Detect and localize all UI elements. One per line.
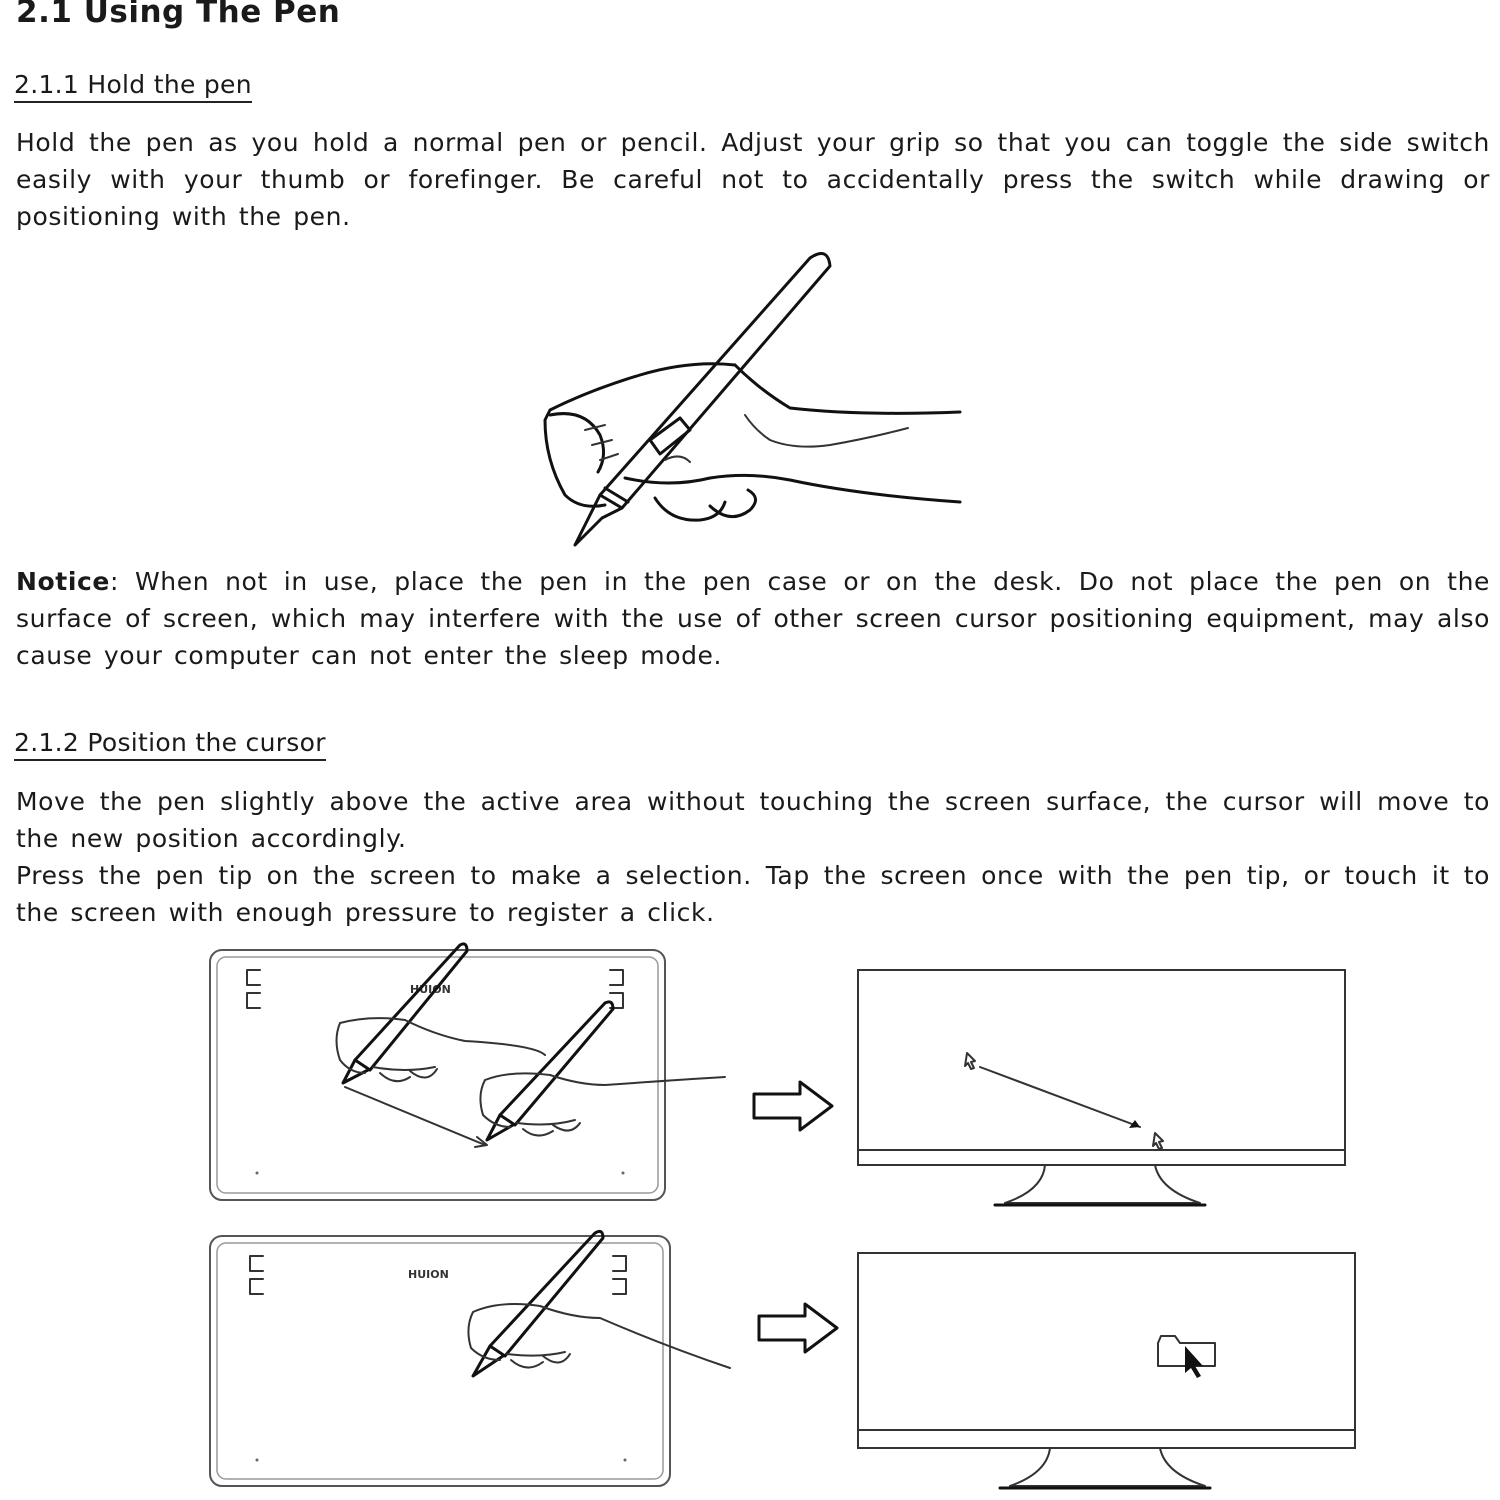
tablet-logo-bottom: HUION (408, 1268, 449, 1281)
section-title-position-cursor: 2.1.2 Position the cursor (14, 728, 326, 761)
tablet-logo-top: HUION (410, 983, 451, 996)
hold-pen-paragraph: Hold the pen as you hold a normal pen or pencil. Adjust your grip so that you can toggle the side switch easily with your thumb or forefinger. Be careful not to accidentally press the switch while drawing or positioning with the pen. (16, 128, 1490, 231)
pen-tablet-icon-bottom (205, 1228, 735, 1490)
section-title-hold-pen: 2.1.1 Hold the pen (14, 70, 252, 103)
arrow-right-icon (750, 1078, 840, 1134)
notice-label: Notice (16, 567, 110, 596)
arrow-right-icon-bottom (755, 1300, 845, 1356)
position-paragraph-1: Move the pen slightly above the active area without touching the screen surface, the cursor will move to the new position accordingly. (16, 787, 1490, 853)
notice-paragraph (16, 563, 1490, 674)
hand-holding-pen-icon (530, 240, 970, 550)
monitor-icon (855, 965, 1350, 1210)
pen-tablet-icon (205, 945, 735, 1205)
page-heading: 2.1 Using The Pen (16, 0, 341, 30)
notice-separator: : (110, 567, 135, 596)
monitor-icon-bottom (855, 1248, 1360, 1496)
position-paragraph-2: Press the pen tip on the screen to make a selection. Tap the screen once with the pen tip, or touch it to the screen with enough pressure to register a click. (16, 861, 1490, 927)
notice-text: When not in use, place the pen in the pen case or on the desk. Do not place the pen on the surface of screen, which may interfere with the use of other screen cursor positioning equipment, may also cause your computer can not enter the sleep mode. (16, 567, 1490, 670)
